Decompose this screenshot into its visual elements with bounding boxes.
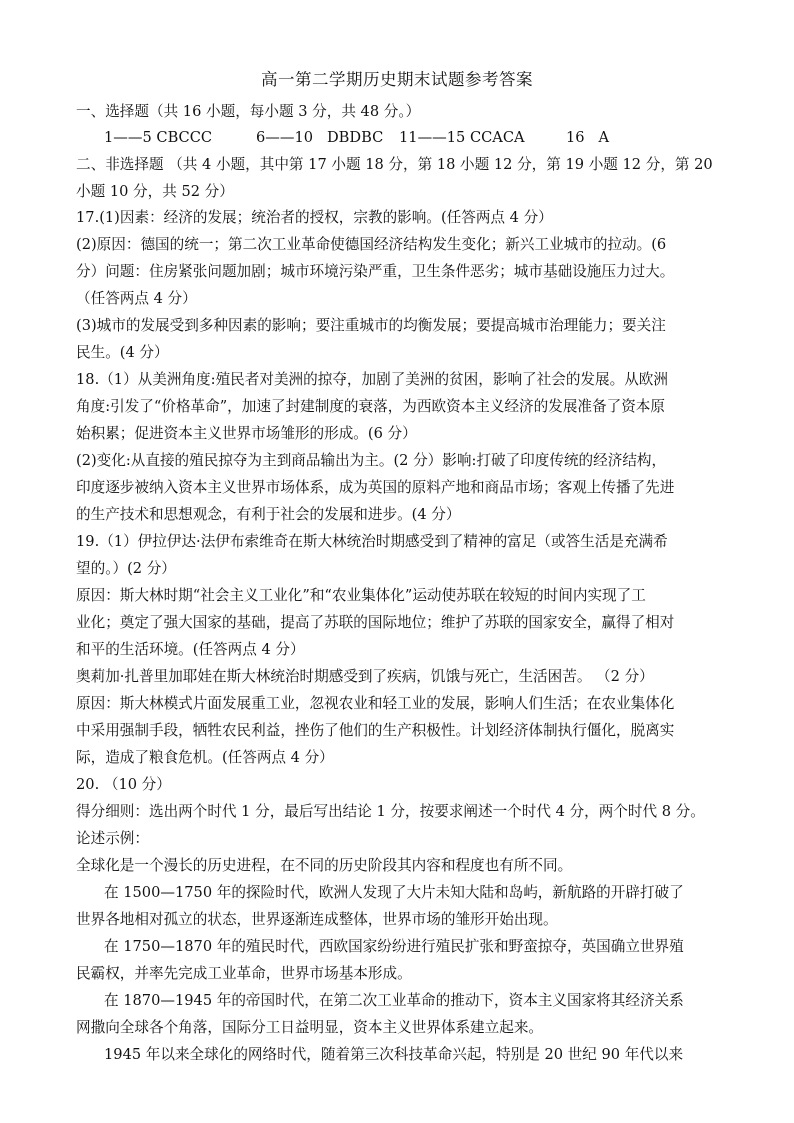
text-line: 原因：斯大林模式片面发展重工业，忽视农业和轻工业的发展，影响人们生活；在农业集体化 (76, 695, 675, 712)
choice-answer-group-3: 11——15 CCACA (399, 129, 525, 146)
page-title: 高一第二学期历史期末试题参考答案 (261, 70, 533, 89)
text-line: 始积累；促进资本主义世界市场雏形的形成。(6 分） (76, 425, 417, 442)
text-line: 际，造成了粮食危机。(任答两点 4 分） (76, 749, 334, 766)
choice-answer-group-4: 16 A (566, 129, 610, 146)
text-line: 17.(1)因素：经济的发展；统治者的授权，宗教的影响。(任答两点 4 分） (76, 209, 553, 226)
text-line: 19.（1）伊拉伊达·法伊布索维奇在斯大林统治时期感受到了精神的富足（或答生活是充满希 (76, 533, 668, 550)
text-line: 奥莉加·扎普里加耶娃在斯大林统治时期感受到了疾病，饥饿与死亡，生活困苦。 （2 分） (76, 668, 654, 685)
text-line: 原因：斯大林时期“社会主义工业化”和“农业集体化”运动使苏联在较短的时间内实现了工 (76, 587, 646, 604)
section-heading-choice: 一、选择题（共 16 小题，每小题 3 分，共 48 分。） (76, 103, 421, 120)
text-line: 二、非选择题 （共 4 小题，其中第 17 小题 18 分，第 18 小题 12 分，第 19 小题 12 分，第 20 (76, 156, 713, 173)
text-line: 和平的生活环境。(任答两点 4 分） (76, 641, 305, 658)
text-line: 印度逐步被纳入资本主义世界市场体系，成为英国的原料产地和商品市场；客观上传播了先进 (76, 479, 675, 496)
text-line: 民生。(4 分） (76, 344, 169, 361)
text-line: 分）问题：住房紧张问题加剧；城市环境污染严重，卫生条件恶劣；城市基础设施压力过大。 (76, 263, 675, 280)
text-line: 在 1870—1945 年的帝国时代，在第二次工业革命的推动下，资本主义国家将其经济关系 (104, 992, 684, 1009)
text-line: 小题 10 分，共 52 分） (76, 183, 234, 200)
text-line: 望的。）(2 分） (76, 560, 176, 577)
text-line: 角度:引发了“价格革命”，加速了封建制度的衰落，为西欧资本主义经济的发展准备了资本原 (76, 398, 665, 415)
text-line: (2)原因：德国的统一；第二次工业革命使德国经济结构发生变化；新兴工业城市的拉动。(6 (76, 236, 667, 253)
text-line: 在 1750—1870 年的殖民时代，西欧国家纷纷进行殖民扩张和野蛮掠夺，英国确立世界殖 (104, 938, 684, 955)
text-line: 的生产技术和思想观念，有利于社会的发展和进步。(4 分） (76, 506, 461, 523)
text-line: (3)城市的发展受到多种因素的影响；要注重城市的均衡发展；要提高城市治理能力；要关注 (76, 317, 666, 334)
text-line: 论述示例： (76, 830, 149, 847)
text-line: 业化；奠定了强大国家的基础，提高了苏联的国际地位；维护了苏联的国家安全，赢得了相对 (76, 614, 675, 631)
text-line: 全球化是一个漫长的历史进程，在不同的历史阶段其内容和程度也有所不同。 (76, 857, 573, 874)
text-line: (2)变化:从直接的殖民掠夺为主到商品输出为主。(2 分）影响:打破了印度传统的经济结构， (76, 452, 667, 469)
text-line: 世界各地相对孤立的状态，世界逐渐连成整体，世界市场的雏形开始出现。 (76, 911, 558, 928)
text-line: 1945 年以来全球化的网络时代，随着第三次科技革命兴起，特别是 20 世纪 90 年代以来 (104, 1046, 684, 1063)
text-line: 在 1500—1750 年的探险时代，欧洲人发现了大片未知大陆和岛屿，新航路的开辟打破了 (104, 884, 684, 901)
text-line: 中采用强制手段，牺牲农民利益，挫伤了他们的生产积极性。计划经济体制执行僵化，脱离实 (76, 722, 675, 739)
text-line: 18.（1）从美洲角度:殖民者对美洲的掠夺，加剧了美洲的贫困，影响了社会的发展。从欧洲 (76, 371, 668, 388)
text-line: 20. （10 分） (76, 776, 171, 793)
choice-answer-group-1: 1——5 CBCCC (104, 129, 213, 146)
choice-answer-group-2: 6——10 DBDBC (256, 129, 384, 146)
text-line: 得分细则：选出两个时代 1 分，最后写出结论 1 分，按要求阐述一个时代 4 分，两个时代 8 分。 (76, 803, 705, 820)
text-line: 网撒向全球各个角落，国际分工日益明显，资本主义世界体系建立起来。 (76, 1019, 544, 1036)
text-line: （任答两点 4 分） (76, 290, 197, 307)
text-line: 民霸权，并率先完成工业革命，世界市场基本形成。 (76, 965, 412, 982)
